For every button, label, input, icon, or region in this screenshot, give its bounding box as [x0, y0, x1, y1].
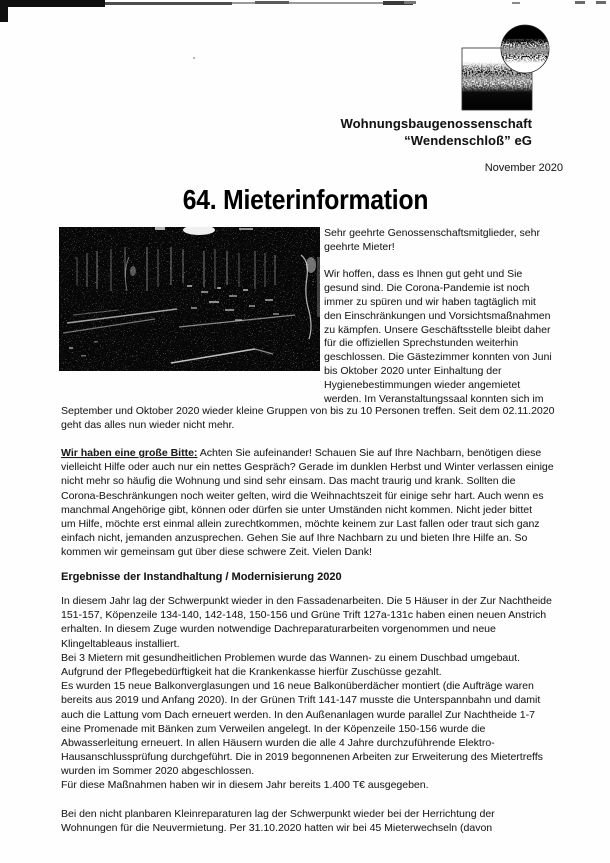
page-title-wrap — [0, 184, 610, 216]
text-line: wurden im Sommer 2020 abgeschlossen. — [61, 765, 255, 778]
text-line — [324, 255, 552, 269]
text-line: auch die Lattung vom Dach erneuert werden. In den Außenanlagen wurde parallel Zur Nachtheide 1-7 — [61, 708, 535, 721]
text-line: um Hilfe, möchte erst einmal allein zurechtkommen, möchte keinem zur Last fallen oder traut sich ganz — [61, 517, 540, 530]
text-line: immer zu spüren und wir haben tagtäglich mit — [324, 295, 536, 308]
text-line — [61, 446, 554, 460]
scan-artifact — [596, 1, 606, 4]
scan-artifact — [105, 2, 232, 6]
text-line: nicht mehr so häufig die Wohnung und sind sehr einsam. Das macht traurig und krank. Sollten die — [61, 475, 516, 488]
letter-date: November 2020 — [484, 162, 563, 174]
text-line: Corona-Beschränkungen noch weiter gelten, wird die Weihnachtszeit für einige sehr hart. Auch wenn es — [61, 489, 544, 502]
text-line: werden. Im Veranstaltungssaal konnten sich im — [324, 392, 544, 405]
scan-artifact — [0, 0, 8, 22]
text-line: September und Oktober 2020 wieder kleine Gruppen von bis zu 10 Personen treffen. Seit dem 02.11.2020 — [61, 405, 555, 417]
text-line: erhalten. In diesem Zuge wurden notwendige Dachreparaturarbeiten vorgenommen und neue — [61, 623, 496, 636]
appeal-lead: Wir haben eine große Bitte: — [61, 447, 198, 459]
text-line: manchmal Angehörige gibt, können oder dürfen sie unter Umständen nicht kommen. Nicht jeder bittet — [61, 503, 533, 516]
text-line: eine Promenade mit Bänken zum Verweilen angelegt. In der Köpenzeile 150-156 wurde die — [61, 722, 486, 735]
org-name-line1: Wohnungsbaugenossenschaft — [340, 116, 532, 131]
text-line: Hygienebestimmungen wieder angemietet — [324, 378, 521, 391]
text-line: geehrte Mieter! — [324, 240, 395, 253]
scan-artifact — [512, 2, 520, 4]
text-line: für die offiziellen Sprechstunden weiterhin — [324, 337, 519, 350]
text-line: Aufgrund der Pflegebedürftigkeit hat die Krankenkasse hierfür Zuschüsse gezahlt. — [61, 665, 442, 678]
text-line: geht das alles nun wieder nicht mehr. — [61, 419, 235, 432]
appeal-lines — [61, 460, 554, 559]
text-line: bis Oktober 2020 unter Einhaltung der — [324, 364, 502, 377]
text-line: Es wurden 15 neue Balkonverglasungen und 16 neue Balkonüberdächer montiert (die Aufträge waren — [61, 680, 534, 693]
section-heading: Ergebnisse der Instandhaltung / Modernisierung 2020 — [61, 571, 342, 583]
text-line: Abwasserleitung erneuert. In allen Häusern wurden die alle 4 Jahre durchzuführende Elektro- — [61, 736, 495, 749]
text-line: kommen wir gemeinsam gut über diese schwere Zeit. Vielen Dank! — [61, 546, 372, 559]
text-line: Sehr geehrte Genossenschaftsmitglieder, sehr — [324, 227, 540, 239]
text-line: Bei den nicht planbaren Kleinreparaturen lag der Schwerpunkt wieder bei der Herrichtung der — [61, 808, 495, 820]
repairs-paragraph — [61, 807, 495, 835]
text-line: geschlossen. Die Gästezimmer konnten von Juni — [324, 351, 552, 364]
text-line: Bei 3 Mietern mit gesundheitlichen Problemen wurde das Wannen- zu einem Duschbad umgebaut. — [61, 651, 520, 664]
text-line: Wohnungen für die Neuvermietung. Per 31.10.2020 hatten wir bei 45 Mieterwechseln (davon — [61, 822, 493, 835]
intro-section — [59, 227, 552, 406]
page-title: 64. Mieterinformation — [182, 184, 428, 215]
text-line: bereits aus 2019 und Anfang 2020). In der Grünen Trift 141-147 musste die Unterspannbahn und damit — [61, 694, 541, 707]
intro-continuation — [61, 404, 554, 432]
org-logo-icon — [460, 24, 552, 117]
org-name — [341, 116, 533, 149]
text-line: Für diese Maßnahmen haben wir in diesem Jahr bereits 1.400 T€ ausgegeben. — [61, 779, 429, 792]
scan-artifact — [255, 1, 289, 4]
text-line: 151-157, Köpenzeile 134-140, 142-148, 150-156 und Grüne Trift 127a-131c haben einen neuen Anstrich — [61, 609, 547, 622]
meeting-room-photo — [59, 227, 320, 371]
intro-beside-photo — [324, 227, 552, 406]
text-line: gesund sind. Die Corona-Pandemie ist noch — [324, 282, 530, 295]
text-line: einfach nicht, jemanden anzusprechen. Gehen Sie auf Ihre Nachbarn zu und bieten Ihre Hilfe an. So — [61, 532, 528, 545]
scan-artifact — [575, 1, 585, 4]
maintenance-paragraph — [61, 594, 552, 793]
scan-artifact — [404, 1, 416, 4]
appeal-paragraph — [61, 446, 554, 560]
appeal-after-lead: Achten Sie aufeinander! Schauen Sie auf Ihre Nachbarn, benötigen diese — [197, 447, 542, 459]
org-name-line2: “Wendenschloß” eG — [404, 132, 532, 148]
text-line: In diesem Jahr lag der Schwerpunkt wieder in den Fassadenarbeiten. Die 5 Häuser in der Zur Nachtheide — [61, 595, 552, 607]
text-line: den Einschränkungen und Vorsichtsmaßnahmen — [324, 309, 551, 322]
text-line: Klingeltableaus installiert. — [61, 637, 180, 650]
text-line: Hausanschlussprüfung durchgeführt. Die in 2019 begonnenen Arbeiten zur Erweiterung des Mietertreffs — [61, 751, 543, 764]
text-line: zu kämpfen. Unsere Geschäftsstelle bleibt daher — [324, 323, 551, 336]
scan-artifact — [0, 0, 105, 7]
text-line: Wir hoffen, dass es Ihnen gut geht und Sie — [324, 268, 523, 281]
text-line: vielleicht Hilfe oder auch nur ein nettes Gespräch? Gerade im dunklen Herbst und Winter verlassen einige — [61, 461, 554, 474]
scan-artifact — [193, 57, 195, 59]
